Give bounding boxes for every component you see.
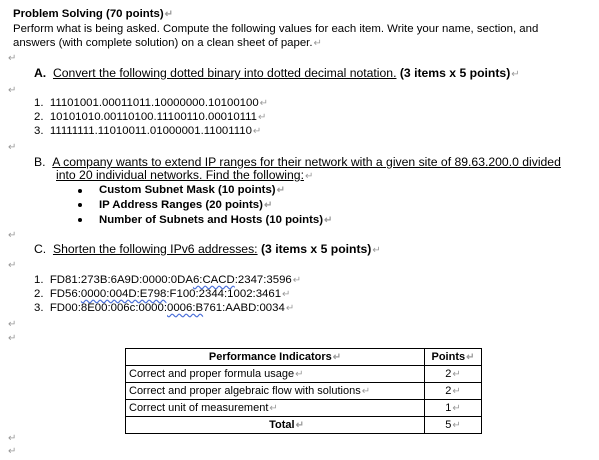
problem-title: Problem Solving (70 points)↵ [13, 8, 174, 20]
empty-paragraph-mark: ↵ [8, 319, 17, 330]
instructions-line-1: Perform what is being asked. Compute the following values for each item. Write your name, section, and [13, 23, 539, 35]
indicator-cell: Correct unit of measurement↵ [126, 400, 425, 417]
section-a-item-3: 3. 11111111.11010011.01000001.11001110↵ [34, 125, 262, 137]
section-c-item-1: 1. FD81:273B:6A9D:0000:0DA6:CACD:2347:3596↵ [34, 274, 302, 286]
instructions-line-2: answers (with complete solution) on a clean sheet of paper.↵ [13, 37, 322, 49]
section-a-item-1: 1. 11101001.00011011.10000000.10100100↵ [34, 97, 269, 109]
bullet-subnet-mask: Custom Subnet Mask (10 points)↵ [99, 184, 285, 196]
empty-paragraph-mark: ↵ [8, 260, 17, 271]
bullet-icon [78, 218, 82, 222]
total-points-cell: 5↵ [425, 417, 482, 434]
table-row [126, 366, 482, 383]
table-row [126, 383, 482, 400]
points-cell: 1↵ [425, 400, 482, 417]
indicator-cell: Correct and proper algebraic flow with solutions↵ [126, 383, 425, 400]
section-a-item-2: 2. 10101010.00110100.11100110.00010111↵ [34, 111, 267, 123]
bullet-ip-ranges: IP Address Ranges (20 points)↵ [99, 199, 273, 211]
section-c-item-2: 2. FD56:0000:004D:E798:F100:2344:1002:3461↵ [34, 288, 291, 300]
bullet-icon [78, 189, 82, 193]
empty-paragraph-mark: ↵ [8, 85, 17, 96]
empty-paragraph-mark: ↵ [8, 433, 17, 444]
empty-paragraph-mark: ↵ [8, 446, 17, 457]
empty-paragraph-mark: ↵ [8, 333, 17, 344]
section-a-heading: A. Convert the following dotted binary into dotted decimal notation. (3 items x 5 points)↵ [34, 66, 520, 80]
table-header-indicators: Performance Indicators↵ [126, 349, 425, 366]
empty-paragraph-mark: ↵ [8, 53, 17, 64]
points-cell: 2↵ [425, 366, 482, 383]
empty-paragraph-mark: ↵ [8, 142, 17, 153]
section-b-line-2: into 20 individual networks. Find the following:↵ [56, 168, 314, 182]
empty-paragraph-mark: ↵ [8, 230, 17, 241]
indicator-cell: Correct and proper formula usage↵ [126, 366, 425, 383]
total-label-cell: Total↵ [126, 417, 425, 434]
section-b-line-1: B. A company wants to extend IP ranges for their network with a given site of 89.63.200.0 divided [34, 155, 561, 169]
points-cell: 2↵ [425, 383, 482, 400]
table-total-row [126, 417, 482, 434]
performance-table [125, 348, 482, 434]
bullet-icon [78, 203, 82, 207]
section-c-heading: C. Shorten the following IPv6 addresses: (3 items x 5 points)↵ [34, 242, 381, 256]
section-c-item-3: 3. FD00:8E00:006c:0000:0006:B761:AABD:0034↵ [34, 302, 295, 314]
table-row [126, 400, 482, 417]
table-header-points: Points↵ [425, 349, 482, 366]
table-header-row [126, 349, 482, 366]
bullet-subnets-hosts: Number of Subnets and Hosts (10 points)↵ [99, 214, 333, 226]
